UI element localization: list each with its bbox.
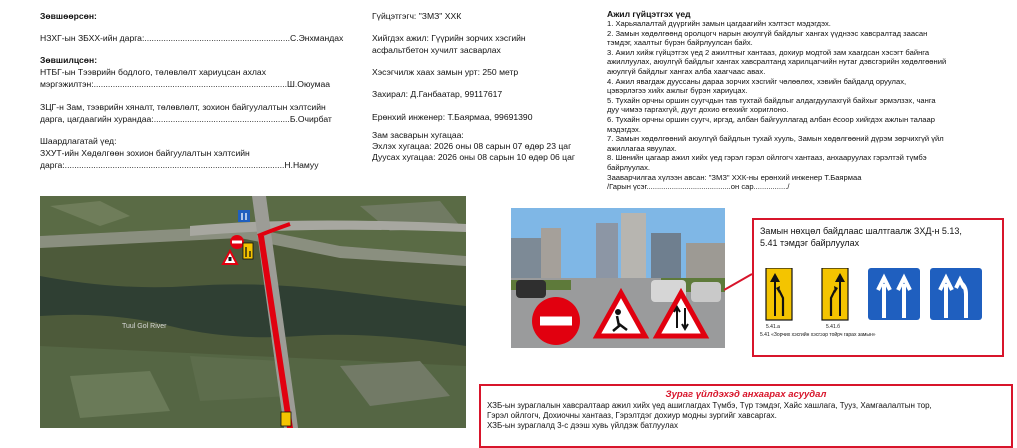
- sign-caption-note: 5.41 «Зорчих хэсгийн хэсгээр тойрч гарах замын»: [760, 332, 876, 338]
- notice-line-1: ХЗБ-ын зураглалын хавсралтаар ажил хийх үед ашиглагдах Түмбэ, Түр тэмдэг, Хайс хашлага, Тууз, Хамгаалалтын тор,: [487, 401, 932, 410]
- work-line-b: асфальтбетон хучилт засварлах: [372, 45, 501, 55]
- approved-title: Зөвшөөрсөн:: [40, 11, 97, 21]
- instruction-line: ажиллуулах, аюулгүй байдлыг хангах хавсралтанд харилцагчийн нутаг дэвсгэрийн хөдөлгөөний: [607, 57, 947, 67]
- sign-caption-a: 5.41.a: [766, 324, 780, 330]
- map-image: [40, 196, 466, 428]
- lane-end-sign-b-icon: [822, 268, 848, 320]
- instructions-title: Ажил гүйцэтгэх үед: [607, 9, 691, 19]
- instruction-line: 7. Замын хөдөлгөөний аюулгүй байдлын тухай хууль, Замын хөдөлгөөний дүрэм зөрчихгүй үйл: [607, 134, 944, 144]
- instruction-line: 2. Замын хөдөлгөөнд оролцогч нарын аюулгүй байдлыг хангах үүднээс хавсралтад заасан: [607, 28, 928, 38]
- signature-line: /Гарын үсэг........................................он сар................/: [607, 182, 790, 192]
- no-entry-sign-icon: [230, 235, 244, 249]
- time-title: Зам засварын хугацаа:: [372, 130, 464, 140]
- end-time: Дуусах хугацаа: 2026 оны 08 сарын 10 өдөр 06 цаг: [372, 152, 576, 162]
- satellite-map: [40, 196, 466, 428]
- lane-direction-sign-icon: [238, 210, 250, 222]
- lane-direction-sign-b-icon: [930, 268, 982, 320]
- instruction-line: цэвэрлэгээ хийх ажлыг бүрэн хариуцах.: [607, 86, 748, 96]
- river-label: Tuul Gol River: [122, 323, 167, 330]
- start-time: Эхлэх хугацаа: 2026 оны 08 сарын 07 өдөр 23 цаг: [372, 141, 572, 151]
- instruction-line: тэмдэг, хаалтыг бүрэн байрлуулсан байх.: [607, 38, 753, 48]
- instruction-line: 8. Шөнийн цагаар ажил хийх үед гэрэл гэрэл ойлгогч хантааз, анхааруулах гэрэлтэй түмбэ: [607, 153, 927, 163]
- instruction-line: ажиллагаа явуулах.: [607, 143, 677, 153]
- instruction-line: 3. Ажил хийж гүйцэтгэх үед 2 ажилтныг хантааз, дохиур модтой зам хаагдсан хэсэгт байнга: [607, 47, 930, 57]
- instruction-line: дуу чимээ гаргахгүй, дуут дохио өгөхийг хориглоно.: [607, 105, 789, 115]
- street-photo-image: [511, 208, 725, 348]
- manager-line: Захирал: Д.Ганбаатар, 99117617: [372, 89, 503, 99]
- received-line: Зааварчилгаа хүлээн авсан: "ЗМЗ" ХХК-ны ерөнхий инженер Т.Баярмаа: [607, 172, 862, 182]
- lane-signs-image: [760, 268, 996, 328]
- sign-box-title-a: Замын нөхцөл байдлаас шалтгаалж ЗХД-н 5.13,: [760, 226, 962, 236]
- checked-line-1b: дарга:............................................................................................Н.Намуу: [40, 160, 319, 170]
- lane-sign-bottom-icon: [281, 412, 291, 426]
- lane-direction-sign-a-icon: [868, 268, 920, 320]
- lane-end-sign-a-icon: [766, 268, 792, 320]
- connector-arrow-icon: [724, 272, 754, 292]
- notice-line-2: Гэрэл ойлгогч, Дохиочны хантааз, Гэрэлтдэг дохиур модны зургийг хавсаргах.: [487, 411, 777, 420]
- sign-caption-b: 5.41.б: [826, 324, 840, 330]
- instruction-line: 1. Харьяалалтай дүүргийн замын цагдаагийн хэлтэст мэдэгдэх.: [607, 19, 831, 28]
- work-line-a: Хийгдэх ажил: Гүүрийн зорчих хэсгийн: [372, 33, 526, 43]
- instruction-line: 4. Ажил явагдаж дууссаны дараа зорчих хэсгийг чөлөөлөх, хэвийн байдалд оруулах,: [607, 76, 907, 86]
- checked-title: Шаардлагатай үед:: [40, 136, 117, 146]
- instruction-line: 5. Тухайн орчны оршин суугчдын тав тухтай байдлыг алдагдуулахгүй байхыг эрмэлзэх, чанга: [607, 95, 936, 105]
- notice-title: Зураг үйлдэхэд анхаарах асуудал: [665, 389, 827, 400]
- sign-box-title-b: 5.41 тэмдэг байрлуулах: [760, 238, 860, 248]
- notice-box: [479, 384, 1013, 448]
- lane-sign-icon: [243, 243, 253, 259]
- contractor-line: Гүйцэтгэгч: "ЗМЗ" ХХК: [372, 11, 462, 21]
- checked-line-1a: ЗХУТ-ийн Хөдөлгөөн зохион байгуулалтын хэлтсийн: [40, 148, 250, 158]
- instruction-line: аюулгүй байдлыг хангах алба хаагчаас авах.: [607, 66, 766, 76]
- agreed-line-2b: дарга, цагдаагийн хурандаа:.........................................................Б.Очирбат: [40, 114, 332, 124]
- notice-line-3: ХЗБ-ын зураглалд 3-с дээш хувь үйлдэж батлуулах: [487, 421, 678, 430]
- no-entry-photo-icon: [532, 297, 580, 345]
- length-line: Хэсэгчилж хаах замын урт: 250 метр: [372, 67, 519, 77]
- agreed-line-1a: НТБГ-ын Тээврийн бодлого, төлөвлөлт хариуцсан ахлах: [40, 67, 267, 77]
- agreed-title: Зөвшилцсөн:: [40, 55, 98, 65]
- agreed-line-1b: мэргэжилтэн:.................................................................................Ш.Оюумаа: [40, 79, 331, 89]
- sign-box: [752, 218, 1004, 357]
- site-photo: [511, 208, 725, 348]
- instruction-line: 6. Тухайн орчны оршин суугч, иргэд, албан байгууллагад албан ёсоор хийгдэх ажлын талаар: [607, 114, 935, 124]
- agreed-line-2a: ЗЦГ-н Зам, тээврийн хяналт, төлөвлөлт, зохион байгуулалтын хэлтсийн: [40, 102, 326, 112]
- instruction-line: байрлуулах.: [607, 162, 651, 172]
- engineer-line: Ерөнхий инженер: Т.Баярмаа, 99691390: [372, 112, 533, 122]
- instructions-list: [607, 19, 946, 192]
- instruction-line: мэдэгдэх.: [607, 124, 641, 134]
- approved-line: НЗХГ-ын ЗБХХ-ийн дарга:.............................................................С.Энхмандах: [40, 33, 344, 43]
